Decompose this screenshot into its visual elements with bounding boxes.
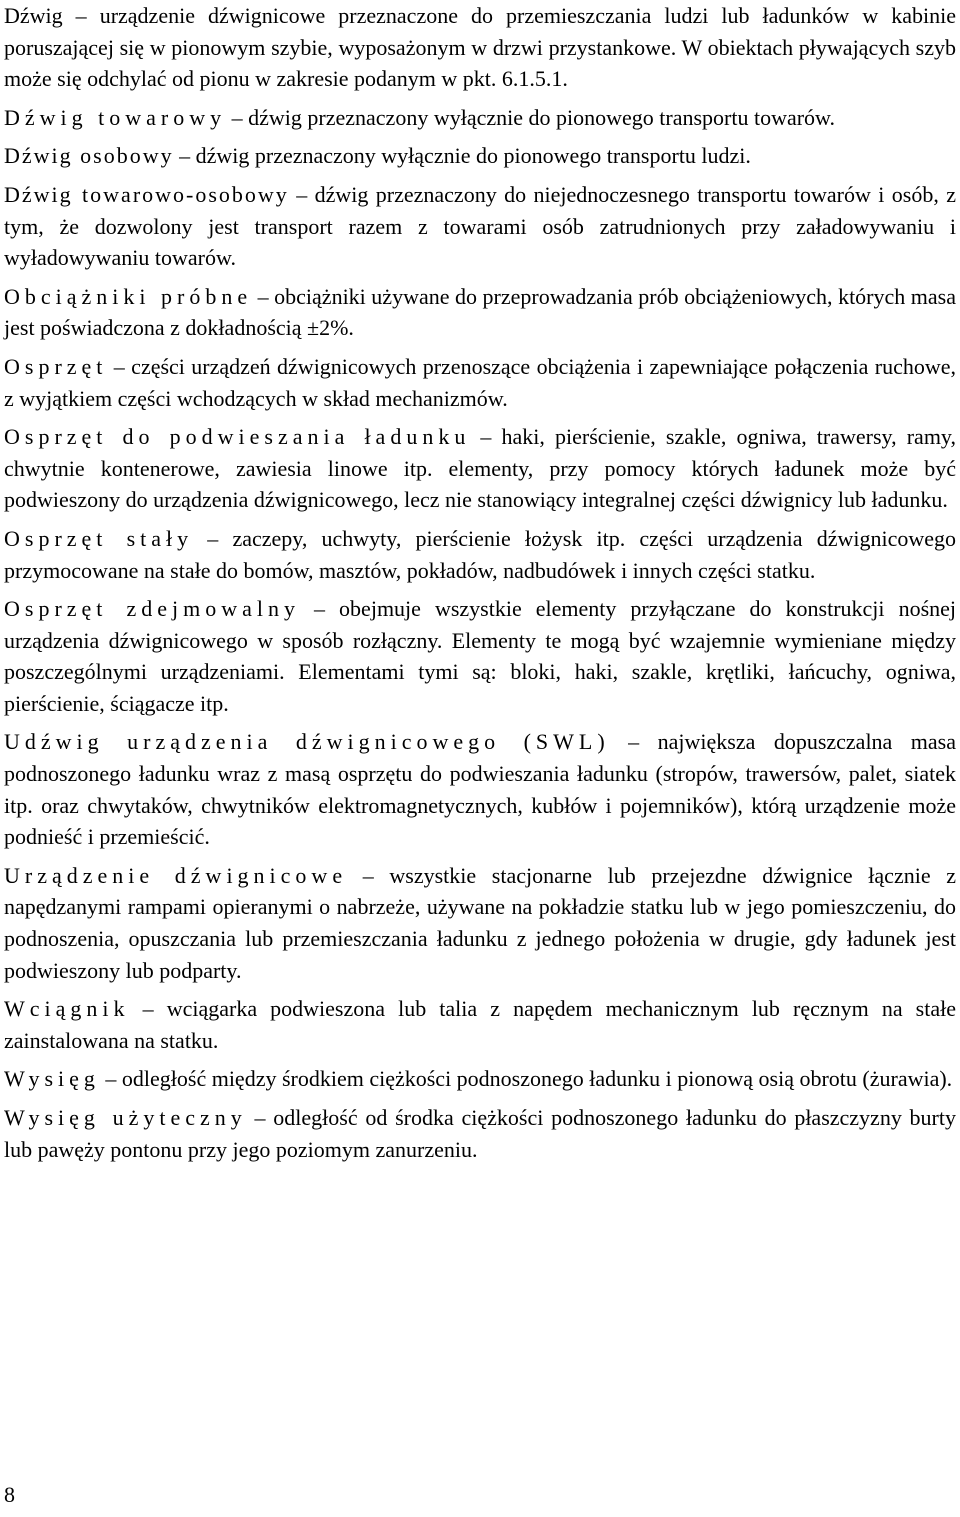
definition-text: – obejmuje wszystkie elementy przyłączane do konstrukcji nośnej urządzenia dźwignicowego w sposób rozłączny. Elementy te mogą być wzajemnie wymieniane między poszczególnymi urządzeniami. Elementami tymi są: bloki, haki, szakle, krętliki, łańcuchy, ogniwa, pierścienie, ściągacze itp. [4, 596, 957, 716]
definition-text: – dźwig przeznaczony wyłącznie do pionowego transportu ludzi. [173, 143, 751, 169]
definition-text: – dźwig przeznaczony wyłącznie do pionowego transportu towarów. [226, 104, 836, 130]
defined-term: Wysięg użyteczny [4, 1105, 247, 1130]
definition-text: – dźwig przeznaczony do niejednoczesnego transportu towarów i osób, z tym, że dozwolony jest transport razem z towarami osób zatrudnionych przy załadowywaniu i wyładowywaniu towarów. [4, 181, 956, 271]
defined-term: Dźwig osobowy [4, 143, 174, 169]
definition-entry [4, 860, 956, 986]
defined-term: Osprzęt [4, 353, 108, 379]
definition-text: – obciążniki używane do przeprowadzania prób obciążeniowych, których masa jest poświadczona z dokładnością ±2%. [4, 283, 956, 341]
definition-entry [4, 140, 956, 172]
defined-term: Obciążniki próbne [4, 283, 253, 309]
definition-entry [4, 421, 956, 516]
definition-entry [4, 179, 956, 274]
defined-term: Urządzenie dźwignicowe [4, 862, 348, 888]
defined-term: Udźwig urządzenia dźwignicowego (SWL) [4, 729, 610, 755]
definition-entry [4, 993, 956, 1056]
defined-term: Osprzęt stały [4, 525, 194, 551]
definition-text: – wszystkie stacjonarne lub przejezdne dźwignice łącznie z napędzanymi rampami opieranymi o nabrzeże, używane na pokładzie statku lub w jego pomieszczeniu, do podnoszenia, opuszczania lub przemieszczania ładunku z jednego położenia w drugie, gdy ładunek jest podwieszony lub podparty. [4, 862, 956, 983]
defined-term: Dźwig towarowo-osobowy [4, 181, 289, 207]
definition-text: – największa dopuszczalna masa podnoszonego ładunku wraz z masą osprzętu do podwieszania ładunku (stropów, trawersów, palet, siatek itp. oraz chwytaków, chwytników elektromagnetycznych, kubłów i pojemników), którą urządzenie może podnieść i przemieścić. [4, 729, 956, 850]
defined-term: Wciągnik [4, 996, 130, 1022]
definition-text: Dźwig – urządzenie dźwignicowe przeznaczone do przemieszczania ludzi lub ładunków w kabinie poruszającej się w pionowym szybie, wyposażonym w drzwi przystankowe. W obiektach pływających szyb może się odchylać od pionu w zakresie podanym w pkt. 6.1.5.1. [4, 3, 956, 92]
definition-text: – odległość od środka ciężkości podnoszonego ładunku do płaszczyzny burty lub pawęży pontonu przy jego poziomym zanurzeniu. [4, 1105, 956, 1162]
definition-entry [4, 1063, 956, 1095]
defined-term: Osprzęt zdejmowalny [4, 596, 300, 622]
defined-term: Dźwig towarowy [4, 104, 227, 130]
definition-entry [4, 281, 956, 344]
definition-entry [4, 0, 956, 95]
definition-text: – haki, pierścienie, szakle, ogniwa, trawersy, ramy, chwytnie kontenerowe, zawiesia linowe itp. elementy, przy pomocy których ładunek może być podwieszony do urządzenia dźwignicowego, lecz nie stanowiący integralnej części dźwignicy lub ładunku. [4, 424, 956, 513]
definition-entry [4, 351, 956, 414]
document-body [4, 0, 956, 1172]
definition-text: – części urządzeń dźwignicowych przenoszące obciążenia i zapewniające połączenia ruchowe, z wyjątkiem części wchodzących w skład mechanizmów. [4, 353, 956, 411]
definition-text: – wciągarka podwieszona lub talia z napędem mechanicznym lub ręcznym na stałe zainstalowana na statku. [4, 996, 956, 1053]
defined-term: Osprzęt do podwieszania ładunku [4, 424, 471, 450]
definition-text: – zaczepy, uchwyty, pierścienie łożysk itp. części urządzenia dźwignicowego przymocowane na stałe do bomów, masztów, pokładów, nadbudówek i innych części statku. [4, 525, 956, 583]
page-number: 8 [4, 1482, 15, 1507]
definition-text: – odległość między środkiem ciężkości podnoszonego ładunku i pionową osią obrotu (żurawia). [99, 1066, 953, 1092]
definition-entry [4, 593, 956, 719]
defined-term: Wysięg [4, 1066, 100, 1092]
definition-entry [4, 523, 956, 586]
definition-entry [4, 1102, 956, 1165]
definition-entry [4, 726, 956, 852]
definition-entry [4, 102, 956, 134]
